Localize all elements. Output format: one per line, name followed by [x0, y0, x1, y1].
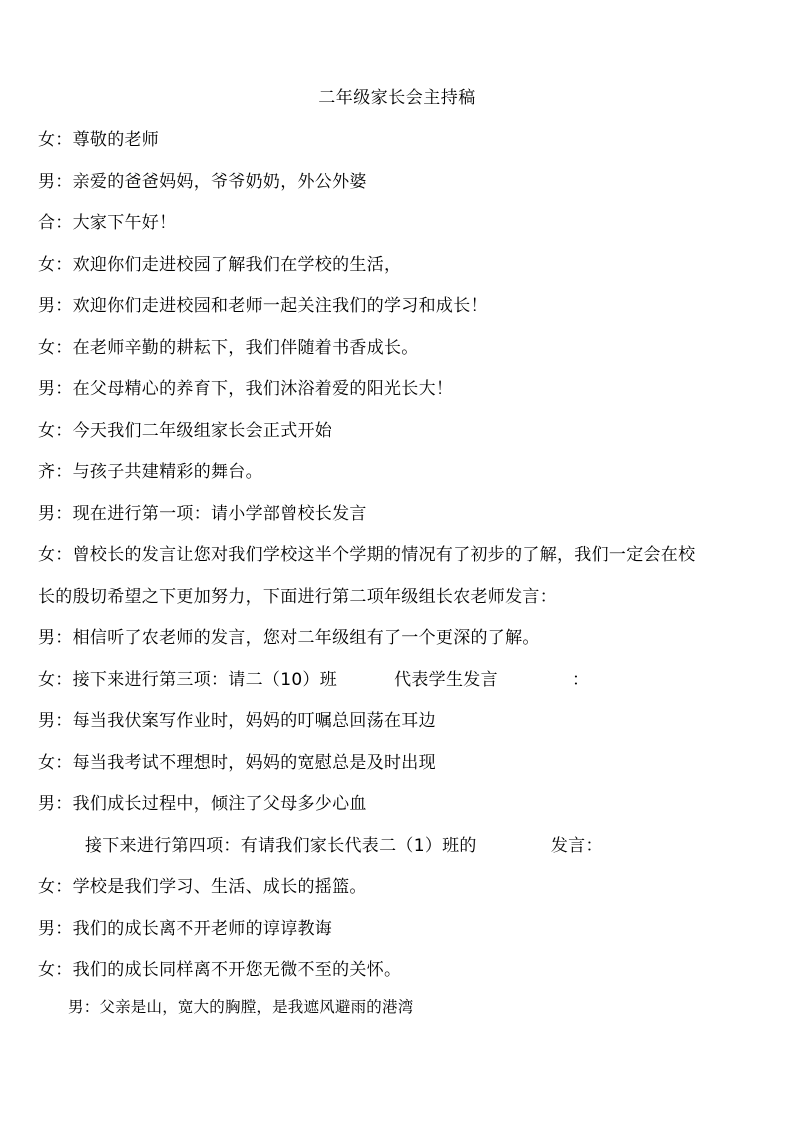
- script-line-8: 女：今天我们二年级组家长会正式开始: [38, 421, 333, 441]
- script-line-4: 女：欢迎你们走进校园了解我们在学校的生活，: [38, 255, 402, 275]
- script-line-21: 女：我们的成长同样离不开您无微不至的关怀。: [38, 960, 402, 980]
- script-line-7: 男：在父母精心的养育下，我们沐浴着爱的阳光长大！: [38, 379, 454, 399]
- script-line-16: 女：每当我考试不理想时，妈妈的宽慰总是及时出现: [38, 753, 436, 773]
- script-line-10: 男：现在进行第一项：请小学部曾校长发言: [38, 504, 367, 524]
- script-line-12: 长的殷切希望之下更加努力，下面进行第二项年级组长农老师发言：: [38, 587, 557, 607]
- script-line-9: 齐：与孩子共建精彩的舞台。: [38, 462, 263, 482]
- script-line-22: 男：父亲是山，宽大的胸膛，是我遮风避雨的港湾: [68, 998, 414, 1016]
- script-line-2: 男：亲爱的爸爸妈妈，爷爷奶奶，外公外婆: [38, 172, 367, 192]
- script-line-5: 男：欢迎你们走进校园和老师一起关注我们的学习和成长！: [38, 296, 488, 316]
- document-title: 二年级家长会主持稿: [318, 88, 476, 108]
- script-line-20: 男：我们的成长离不开老师的谆谆教诲: [38, 919, 333, 939]
- script-line-13: 男：相信听了农老师的发言，您对二年级组有了一个更深的了解。: [38, 628, 540, 648]
- script-line-18: 接下来进行第四项：有请我们家长代表二（1）班的 发言：: [85, 836, 603, 856]
- script-line-17: 男：我们成长过程中，倾注了父母多少心血: [38, 794, 367, 814]
- script-line-3: 合：大家下午好！: [38, 213, 177, 233]
- script-line-11: 女：曾校长的发言让您对我们学校这半个学期的情况有了初步的了解，我们一定会在校: [38, 545, 696, 565]
- script-line-6: 女：在老师辛勤的耕耘下，我们伴随着书香成长。: [38, 338, 419, 358]
- script-line-1: 女：尊敬的老师: [38, 130, 160, 150]
- script-line-14: 女：接下来进行第三项：请二（10）班 代表学生发言 ：: [38, 670, 590, 690]
- script-line-15: 男：每当我伏案写作业时，妈妈的叮嘱总回荡在耳边: [38, 711, 436, 731]
- script-line-19: 女：学校是我们学习、生活、成长的摇篮。: [38, 877, 367, 897]
